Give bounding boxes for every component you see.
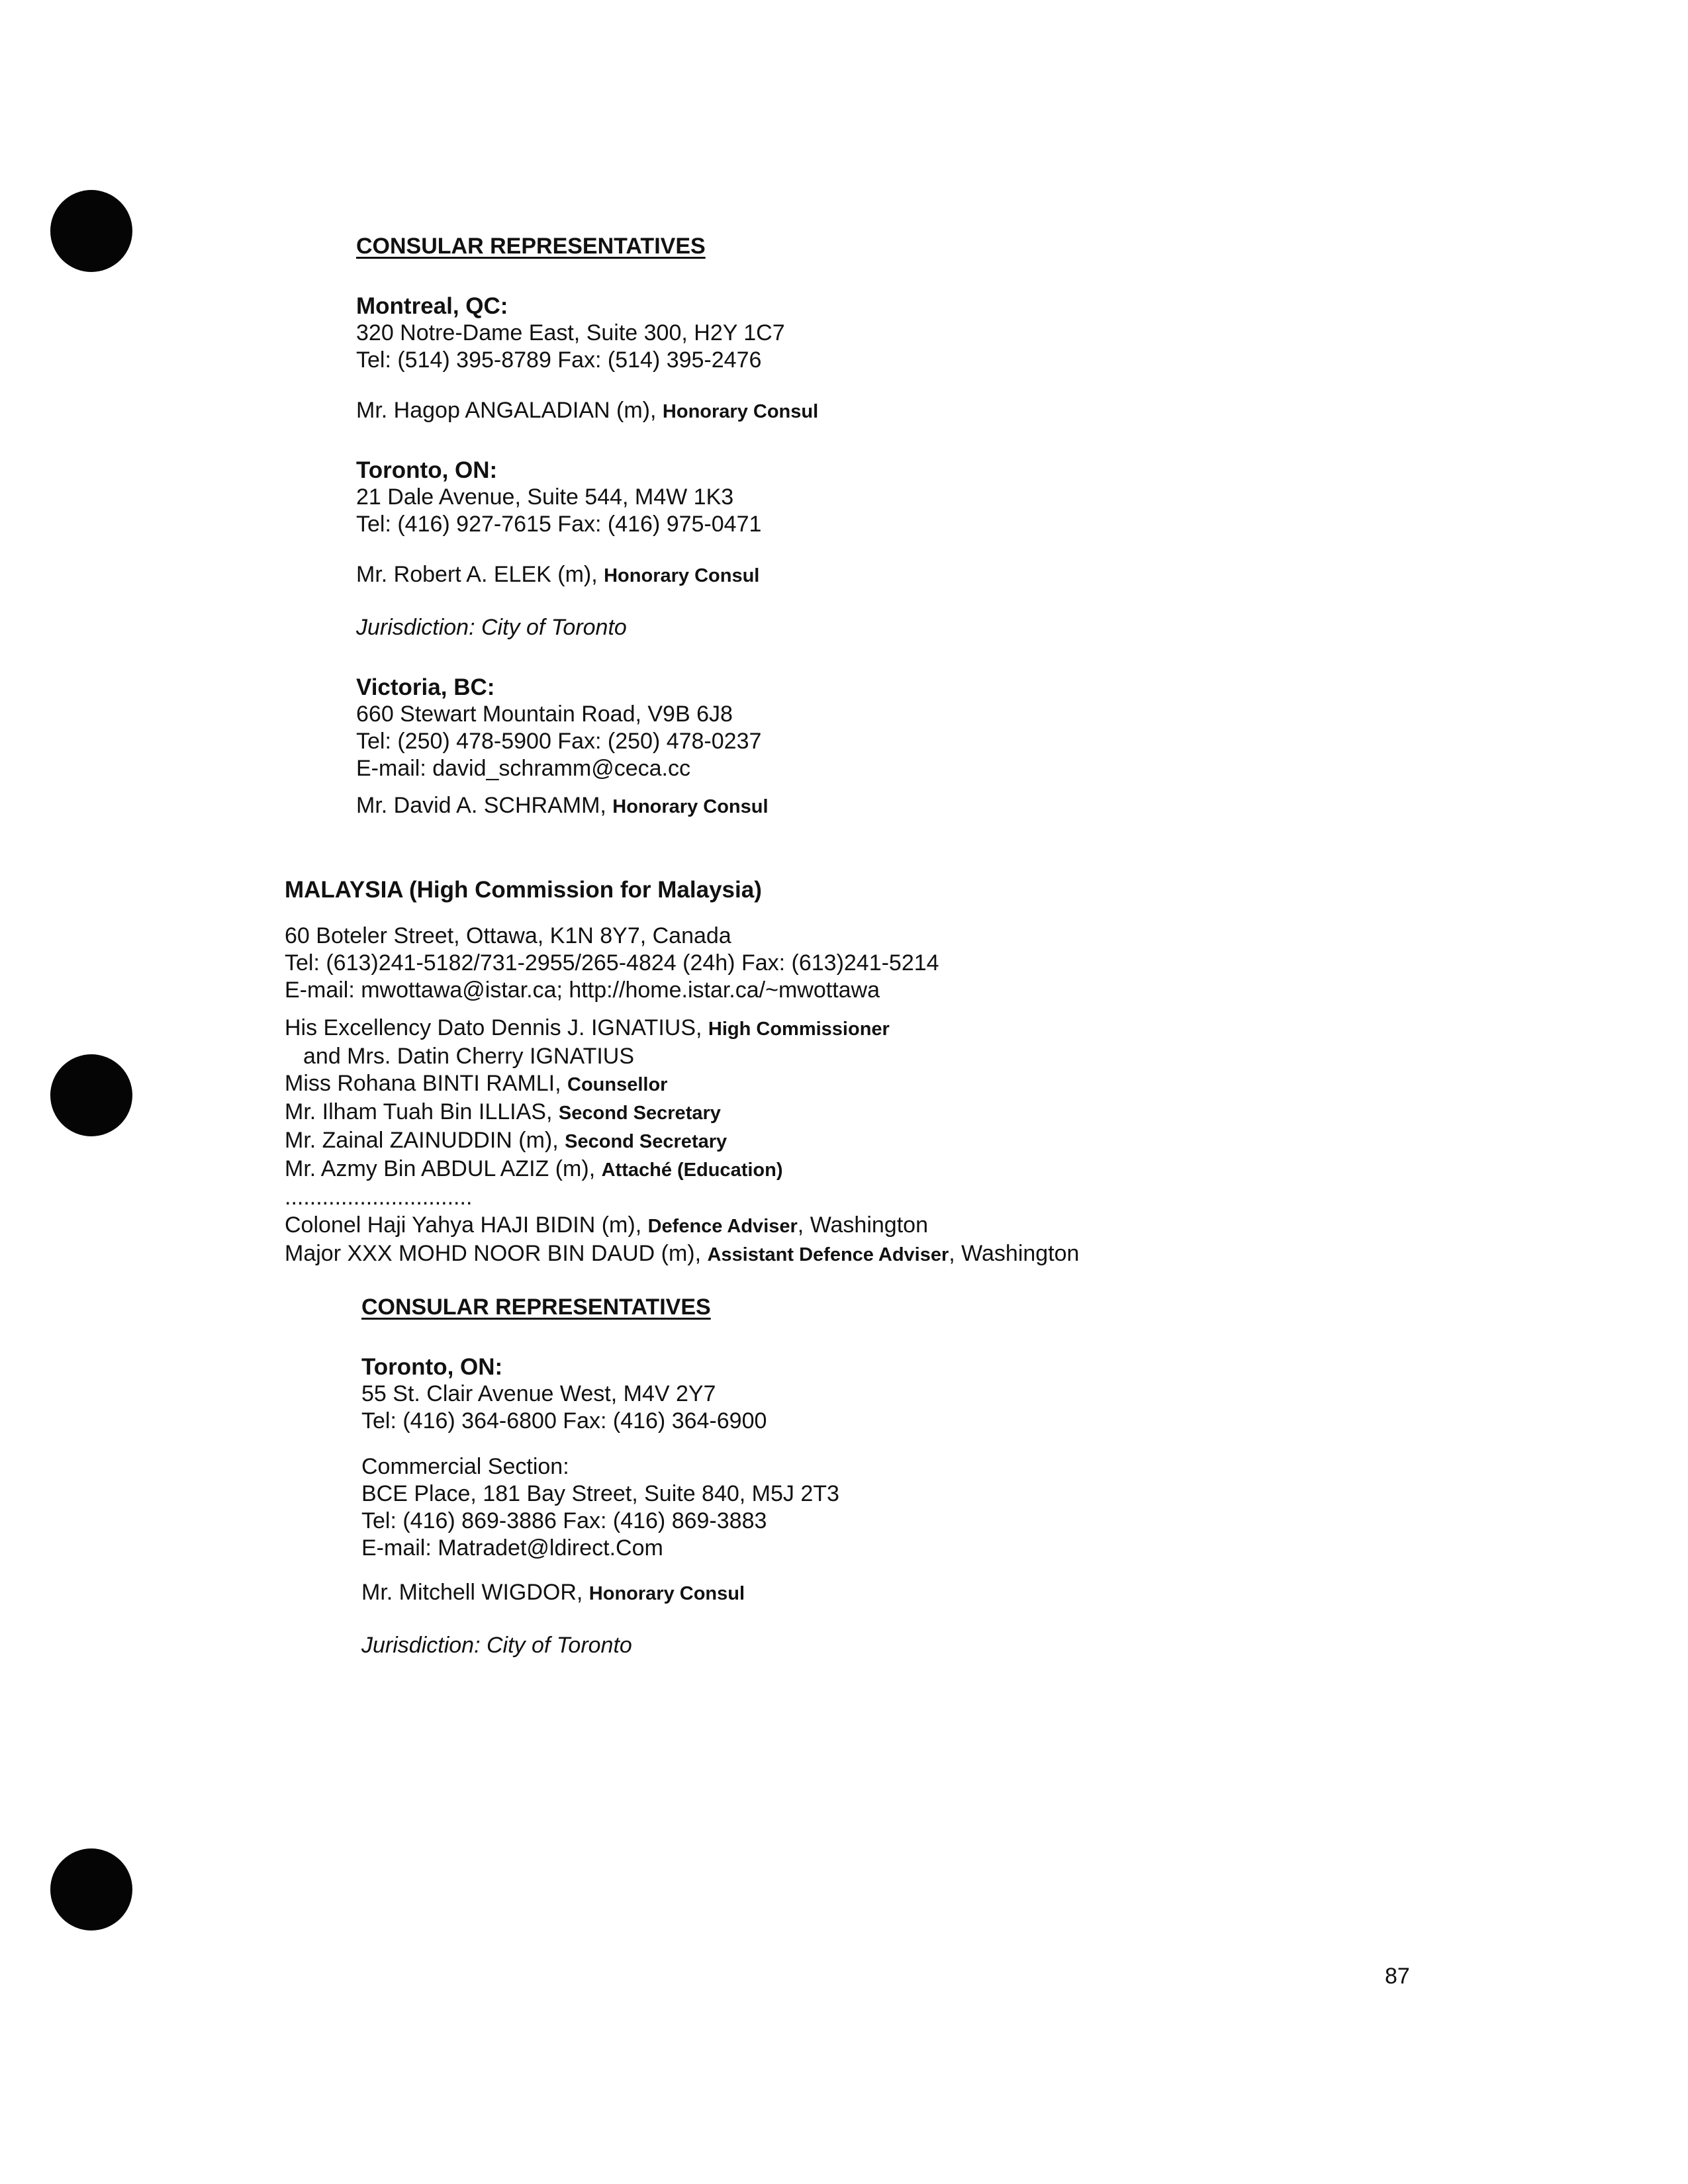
person-title: Assistant Defence Adviser <box>707 1244 949 1265</box>
phone-fax: Tel: (250) 478-5900 Fax: (250) 478-0237 <box>356 729 762 754</box>
email: E-mail: mwottawa@istar.ca; http://home.istar.ca/~mwottawa <box>285 978 880 1003</box>
email: E-mail: Matradet@ldirect.Com <box>361 1535 663 1561</box>
person-location: , Washington <box>949 1241 1080 1266</box>
person-title: Defence Adviser <box>647 1216 798 1237</box>
person-name: Major XXX MOHD NOOR BIN DAUD (m), <box>285 1241 708 1266</box>
person-name: His Excellency Dato Dennis J. IGNATIUS, <box>285 1015 708 1040</box>
consular-heading: CONSULAR REPRESENTATIVES <box>361 1295 711 1320</box>
defence-staff-list <box>285 1212 1079 1269</box>
address: 21 Dale Avenue, Suite 544, M4W 1K3 <box>356 484 734 510</box>
consular-heading: CONSULAR REPRESENTATIVES <box>356 234 706 259</box>
staff-entry <box>285 1240 1079 1269</box>
commercial-section <box>361 1453 839 1562</box>
staff-entry <box>285 1099 890 1127</box>
staff-entry <box>285 1015 890 1043</box>
person-title: Attaché (Education) <box>601 1160 783 1181</box>
consulate-victoria <box>356 674 761 782</box>
city-heading: Toronto, ON: <box>361 1354 503 1380</box>
person-name: Mr. Azmy Bin ABDUL AZIZ (m), <box>285 1156 602 1181</box>
page-number: 87 <box>1385 1964 1410 1989</box>
staff-entry <box>285 1156 890 1184</box>
city-heading: Victoria, BC: <box>356 674 495 700</box>
consul-entry <box>356 397 818 426</box>
country-heading: MALAYSIA (High Commission for Malaysia) <box>285 877 762 903</box>
phone-fax: Tel: (514) 395-8789 Fax: (514) 395-2476 <box>356 347 762 373</box>
phone-fax: Tel: (613)241-5182/731-2955/265-4824 (24h) Fax: (613)241-5214 <box>285 950 939 976</box>
jurisdiction-note: Jurisdiction: City of Toronto <box>361 1633 632 1658</box>
person-name: Mr. Zainal ZAINUDDIN (m), <box>285 1128 565 1153</box>
separator-dots: .............................. <box>285 1185 473 1210</box>
address: BCE Place, 181 Bay Street, Suite 840, M5J 2T3 <box>361 1481 839 1506</box>
person-name: Mr. Ilham Tuah Bin ILLIAS, <box>285 1099 559 1124</box>
consulate-montreal <box>356 293 785 374</box>
address: 320 Notre-Dame East, Suite 300, H2Y 1C7 <box>356 320 785 345</box>
person-title: Second Secretary <box>558 1103 721 1124</box>
staff-entry <box>285 1127 890 1156</box>
staff-entry <box>285 1070 890 1099</box>
section-label: Commercial Section: <box>361 1454 569 1479</box>
person-title: Honorary Consul <box>662 401 819 422</box>
person-name: Mr. David A. SCHRAMM, <box>356 793 613 818</box>
person-name: Mr. Robert A. ELEK (m), <box>356 562 604 587</box>
consulate-toronto <box>361 1353 767 1435</box>
person-name: and Mrs. Datin Cherry IGNATIUS <box>303 1044 635 1069</box>
consul-entry <box>356 792 769 821</box>
staff-entry <box>285 1212 1079 1240</box>
person-location: , Washington <box>797 1212 928 1238</box>
email: E-mail: david_schramm@ceca.cc <box>356 756 690 781</box>
consul-entry <box>361 1579 745 1608</box>
person-title: Honorary Consul <box>612 796 769 817</box>
phone-fax: Tel: (416) 364-6800 Fax: (416) 364-6900 <box>361 1408 767 1433</box>
binder-hole <box>50 190 132 272</box>
person-title: Second Secretary <box>565 1131 727 1152</box>
person-name: Colonel Haji Yahya HAJI BIDIN (m), <box>285 1212 648 1238</box>
person-name: Mr. Hagop ANGALADIAN (m), <box>356 398 663 423</box>
staff-list <box>285 1015 890 1211</box>
consul-entry <box>356 561 759 590</box>
address: 55 St. Clair Avenue West, M4V 2Y7 <box>361 1381 716 1406</box>
address: 60 Boteler Street, Ottawa, K1N 8Y7, Canada <box>285 923 731 948</box>
address: 660 Stewart Mountain Road, V9B 6J8 <box>356 702 733 727</box>
binder-hole <box>50 1054 132 1136</box>
consulate-toronto <box>356 457 761 538</box>
city-heading: Toronto, ON: <box>356 457 498 483</box>
person-title: Honorary Consul <box>588 1583 745 1604</box>
mission-contact <box>285 923 939 1004</box>
person-name: Mr. Mitchell WIGDOR, <box>361 1580 589 1605</box>
jurisdiction-note: Jurisdiction: City of Toronto <box>356 615 627 640</box>
person-title: Counsellor <box>567 1074 668 1095</box>
binder-hole <box>50 1848 132 1931</box>
person-name: Miss Rohana BINTI RAMLI, <box>285 1071 568 1096</box>
person-title: Honorary Consul <box>604 565 760 586</box>
phone-fax: Tel: (416) 869-3886 Fax: (416) 869-3883 <box>361 1508 767 1533</box>
staff-entry <box>285 1043 890 1070</box>
phone-fax: Tel: (416) 927-7615 Fax: (416) 975-0471 <box>356 512 762 537</box>
person-title: High Commissioner <box>708 1019 890 1040</box>
city-heading: Montreal, QC: <box>356 293 508 319</box>
